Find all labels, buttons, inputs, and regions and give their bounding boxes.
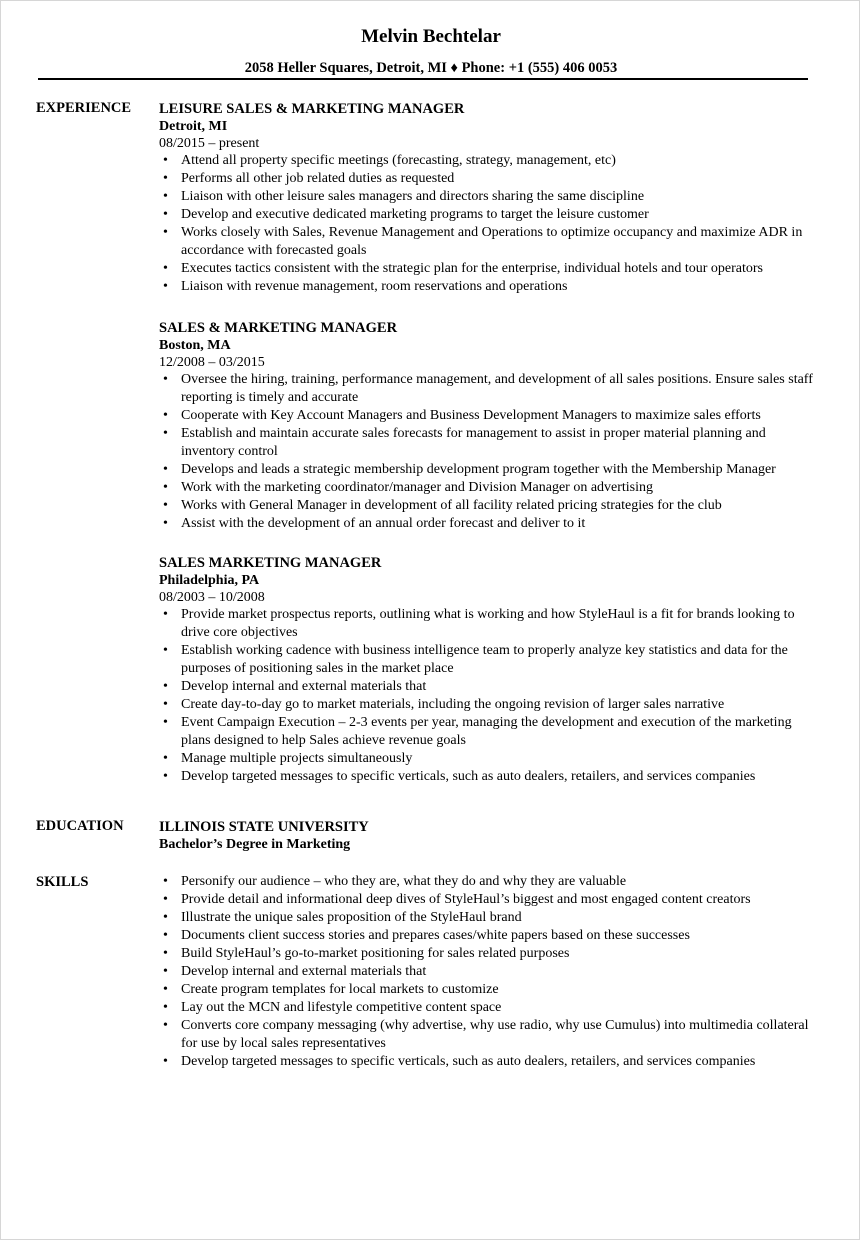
bullet-text: Develop internal and external materials that	[181, 964, 427, 979]
bullet-icon: •	[163, 225, 168, 240]
job-location: Detroit, MI	[159, 119, 228, 134]
list-item	[159, 873, 821, 891]
list-item	[159, 909, 821, 927]
bullet-icon: •	[163, 189, 168, 204]
list-item	[159, 407, 821, 425]
list-item	[159, 768, 821, 786]
list-item	[159, 371, 821, 407]
bullet-icon: •	[163, 372, 168, 387]
bullet-icon: •	[163, 715, 168, 730]
candidate-name: Melvin Bechtelar	[361, 26, 501, 47]
bullet-text: Develop internal and external materials that	[181, 679, 427, 694]
job-entry	[159, 100, 829, 296]
bullet-icon: •	[163, 751, 168, 766]
bullet-text: Executes tactics consistent with the strategic plan for the enterprise, individual hotels and tour operators	[181, 261, 763, 276]
list-item	[159, 461, 821, 479]
job-title: LEISURE SALES & MARKETING MANAGER	[159, 101, 465, 117]
list-item	[159, 999, 821, 1017]
job-entry	[159, 554, 829, 786]
bullet-text: Develops and leads a strategic membership development program together with the Membership Manager	[181, 462, 776, 477]
bullet-icon: •	[163, 679, 168, 694]
bullet-text: Manage multiple projects simultaneously	[181, 751, 413, 766]
bullet-icon: •	[163, 171, 168, 186]
bullet-icon: •	[163, 207, 168, 222]
bullet-text: Develop targeted messages to specific verticals, such as auto dealers, retailers, and services companies	[181, 769, 756, 784]
list-item	[159, 278, 821, 296]
list-item	[159, 497, 821, 515]
job-dates: 08/2015 – present	[159, 136, 260, 151]
bullet-icon: •	[163, 982, 168, 997]
bullet-icon: •	[163, 892, 168, 907]
job-bullets	[159, 152, 829, 296]
bullet-icon: •	[163, 874, 168, 889]
list-item	[159, 606, 821, 642]
bullet-icon: •	[163, 1000, 168, 1015]
bullet-icon: •	[163, 480, 168, 495]
education-heading: EDUCATION	[36, 818, 124, 834]
bullet-icon: •	[163, 607, 168, 622]
bullet-text: Cooperate with Key Account Managers and Business Development Managers to maximize sales efforts	[181, 408, 761, 423]
bullet-text: Attend all property specific meetings (forecasting, strategy, management, etc)	[181, 153, 616, 168]
list-item	[159, 188, 821, 206]
bullet-text: Provide market prospectus reports, outlining what is working and how StyleHaul is a fit for brands looking to drive core objectives	[181, 607, 795, 640]
job-dates: 12/2008 – 03/2015	[159, 355, 265, 370]
list-item	[159, 224, 821, 260]
bullet-text: Liaison with other leisure sales managers and directors sharing the same discipline	[181, 189, 645, 204]
bullet-text: Event Campaign Execution – 2-3 events per year, managing the development and execution of the marketing plans designed to help Sales achieve revenue goals	[181, 715, 792, 748]
list-item	[159, 891, 821, 909]
bullet-text: Assist with the development of an annual order forecast and deliver to it	[181, 516, 586, 531]
header-divider	[38, 78, 808, 80]
bullet-icon: •	[163, 697, 168, 712]
bullet-text: Converts core company messaging (why advertise, why use radio, why use Cumulus) into multimedia collateral for use by local sales representatives	[181, 1018, 809, 1051]
list-item	[159, 714, 821, 750]
skills-heading: SKILLS	[36, 874, 89, 890]
list-item	[159, 981, 821, 999]
bullet-text: Personify our audience – who they are, what they do and why they are valuable	[181, 874, 627, 889]
list-item	[159, 642, 821, 678]
contact-line: 2058 Heller Squares, Detroit, MI ♦ Phone: +1 (555) 406 0053	[244, 60, 618, 76]
bullet-icon: •	[163, 946, 168, 961]
education-section	[159, 818, 829, 854]
bullet-text: Documents client success stories and prepares cases/white papers based on these successes	[181, 928, 690, 943]
bullet-text: Illustrate the unique sales proposition of the StyleHaul brand	[181, 910, 522, 925]
job-location: Boston, MA	[159, 338, 231, 353]
bullet-text: Establish and maintain accurate sales forecasts for management to assist in proper material planning and inventory control	[181, 426, 766, 459]
bullet-text: Establish working cadence with business intelligence team to properly analyze key statistics and data for the purposes of positioning sales in the market place	[181, 643, 788, 676]
job-entry	[159, 319, 829, 533]
bullet-icon: •	[163, 1018, 168, 1033]
bullet-text: Build StyleHaul’s go-to-market positioning for sales related purposes	[181, 946, 570, 961]
bullet-icon: •	[163, 261, 168, 276]
bullet-icon: •	[163, 516, 168, 531]
bullet-icon: •	[163, 769, 168, 784]
list-item	[159, 678, 821, 696]
bullet-text: Work with the marketing coordinator/manager and Division Manager on advertising	[181, 480, 654, 495]
bullet-text: Create day-to-day go to market materials, including the ongoing revision of larger sales narrative	[181, 697, 725, 712]
degree: Bachelor’s Degree in Marketing	[159, 837, 351, 852]
bullet-icon: •	[163, 279, 168, 294]
bullet-icon: •	[163, 408, 168, 423]
bullet-icon: •	[163, 910, 168, 925]
list-item	[159, 206, 821, 224]
bullet-icon: •	[163, 498, 168, 513]
list-item	[159, 963, 821, 981]
job-title: SALES MARKETING MANAGER	[159, 555, 382, 571]
experience-section	[159, 100, 829, 786]
list-item	[159, 515, 821, 533]
bullet-icon: •	[163, 426, 168, 441]
bullet-icon: •	[163, 1054, 168, 1069]
job-location: Philadelphia, PA	[159, 573, 260, 588]
list-item	[159, 170, 821, 188]
list-item	[159, 1053, 821, 1071]
bullet-text: Oversee the hiring, training, performance management, and development of all sales positions. Ensure sales staff reporting is timely and accurate	[181, 372, 813, 405]
job-dates: 08/2003 – 10/2008	[159, 590, 265, 605]
bullet-text: Develop and executive dedicated marketing programs to target the leisure customer	[181, 207, 649, 222]
list-item	[159, 152, 821, 170]
list-item	[159, 1017, 821, 1053]
bullet-text: Provide detail and informational deep dives of StyleHaul’s biggest and most engaged content creators	[181, 892, 751, 907]
list-item	[159, 260, 821, 278]
bullet-icon: •	[163, 153, 168, 168]
list-item	[159, 479, 821, 497]
list-item	[159, 425, 821, 461]
bullet-icon: •	[163, 462, 168, 477]
bullet-text: Develop targeted messages to specific verticals, such as auto dealers, retailers, and services companies	[181, 1054, 756, 1069]
bullet-text: Liaison with revenue management, room reservations and operations	[181, 279, 568, 294]
bullet-icon: •	[163, 643, 168, 658]
bullet-text: Works closely with Sales, Revenue Management and Operations to optimize occupancy and maximize ADR in accordance with forecasted goals	[181, 225, 803, 258]
bullet-icon: •	[163, 928, 168, 943]
bullet-icon: •	[163, 964, 168, 979]
bullet-text: Works with General Manager in development of all facility related pricing strategies for the club	[181, 498, 722, 513]
list-item	[159, 750, 821, 768]
school-name: ILLINOIS STATE UNIVERSITY	[159, 819, 369, 835]
job-bullets	[159, 371, 829, 533]
job-bullets	[159, 606, 829, 786]
skills-list	[159, 873, 829, 1071]
list-item	[159, 696, 821, 714]
job-title: SALES & MARKETING MANAGER	[159, 320, 398, 336]
skills-section	[159, 873, 829, 1071]
bullet-text: Lay out the MCN and lifestyle competitive content space	[181, 1000, 502, 1015]
experience-heading: EXPERIENCE	[36, 100, 132, 116]
bullet-text: Create program templates for local markets to customize	[181, 982, 499, 997]
bullet-text: Performs all other job related duties as requested	[181, 171, 455, 186]
list-item	[159, 927, 821, 945]
list-item	[159, 945, 821, 963]
